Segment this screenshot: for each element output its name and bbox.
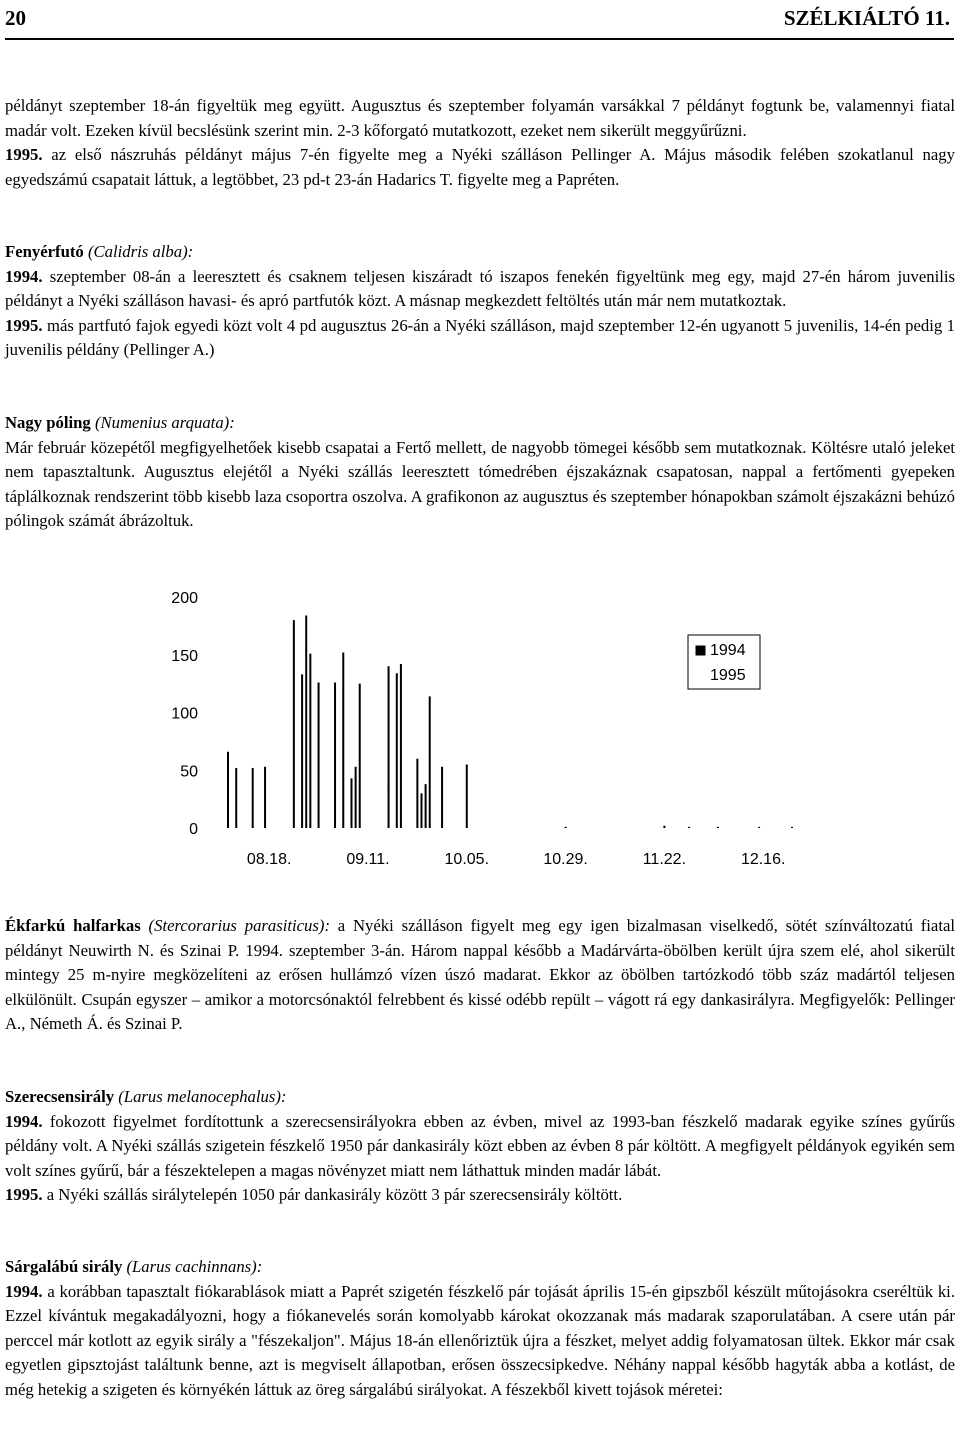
journal-title: SZÉLKIÁLTÓ 11. xyxy=(783,6,950,30)
yellow-legged-gull-1994-text: a korábban tapasztalt fiókarablások miatt a Paprét szigetén fészkelő pár tojását április 15-én gipszből készült műtojásokra cseréltük ki. Ezzel kívántuk megakadályozni, hogy a fiókanevelés során komolyabb károkat okozzanak más madarak szaporulatában. A csere után pár perccel már kotlott az egyik sirály a "fészekaljon". Május 18-án ellenőriztük újra a fészket, melyet addig folyamatosan ültek. Ekkor már csak egyetlen gipsztojást találtunk benne, azt is megviselt állapotban, erősen összecsipkedve. Néhány nappal később hagyták abba a kotlást, de még hetekig a szigeten és környékén láttuk az öreg sárgalábú sirályokat. A fészekből kivett tojások méretei: xyxy=(5,1281,955,1399)
year-label: 1994. xyxy=(5,1111,43,1131)
page-header xyxy=(0,0,960,44)
curlew-paragraph xyxy=(5,436,955,534)
y-tick-label: 0 xyxy=(189,821,198,838)
species-heading xyxy=(5,411,955,436)
species-name: Nagy póling xyxy=(5,413,91,432)
species-name: Fenyérfutó xyxy=(5,242,84,261)
mediterranean-gull-section xyxy=(5,1085,955,1208)
page-number: 20 xyxy=(5,6,26,30)
mediterranean-gull-1995-paragraph xyxy=(5,1183,955,1208)
species-heading xyxy=(5,1255,955,1280)
skua-section xyxy=(5,914,955,1037)
y-tick-label: 100 xyxy=(171,705,198,723)
species-name: Szerecsensirály xyxy=(5,1087,115,1106)
turnstone-1995-text: az első nászruhás példányt május 7-én figyelte meg a Nyéki szálláson Pellinger A. Május második felében szokatlanul nagy egyedszámú csapatait láttuk, a legtöbbet, 23 pd-t 23-án Hadarics T. figyelte meg a Papréten. xyxy=(5,145,955,189)
sanderling-1994-text: szeptember 08-án a leeresztett és csaknem teljesen kiszáradt tó iszapos fenekén figyeltünk meg egy, majd 27-én három juvenilis példányt a Nyéki szálláson havasi- és apró partfutók közt. A másnap megkezdett feltöltés után már nem mutatkoztak. xyxy=(5,266,955,310)
year-label: 1995. xyxy=(5,315,43,335)
species-heading xyxy=(5,240,955,265)
x-tick-label: 10.05. xyxy=(444,851,490,868)
x-tick-label: 10.29. xyxy=(543,851,588,868)
species-latin: (Numenius arquata): xyxy=(90,413,235,432)
x-tick-label: 12.16. xyxy=(740,851,786,868)
species-latin: (Larus melanocephalus): xyxy=(114,1087,287,1106)
yellow-legged-gull-1994-paragraph xyxy=(5,1280,955,1403)
year-label: 1994. xyxy=(5,266,43,286)
header-rule xyxy=(5,38,954,40)
year-label: 1994. xyxy=(5,1281,43,1301)
sanderling-1995-paragraph xyxy=(5,314,955,363)
turnstone-paragraph xyxy=(5,94,955,143)
mediterranean-gull-1995-text: a Nyéki szállás sirálytelepén 1050 pár dankasirály között 3 pár szerecsensirály költött. xyxy=(42,1185,623,1204)
year-label: 1995. xyxy=(5,145,43,164)
yellow-legged-gull-section xyxy=(5,1255,955,1402)
legend-label-1995: 1995 xyxy=(710,667,746,684)
mediterranean-gull-1994-text: fokozott figyelmet fordítottunk a szerecsensirályokra ebben az évben, mivel az 1993-ban fészkelő madarak egyike színes gyűrűs példány volt. A Nyéki szállás szigetein fészkelő 1950 pár dankasirály közt ebben az évben 8 pár költött. A megfigyelt példányok egyikén sem volt színes gyűrű, bár a fészektelepen a magas növényzet miatt nem láthattuk minden madár lábát. xyxy=(5,1111,955,1180)
turnstone-text: példányt szeptember 18-án figyeltük meg együtt. Augusztus és szeptember folyamán varsákkal 7 példányt fogtunk be, valamennyi fiatal madár volt. Ezeken kívül becslésünk szerint min. 2-3 kőforgató mutatkozott, ezeket nem sikerült meggyűrűzni. xyxy=(5,96,955,140)
y-tick-label: 150 xyxy=(171,647,198,665)
turnstone-1995-paragraph xyxy=(5,143,955,192)
species-latin: (Larus cachinnans): xyxy=(122,1257,263,1276)
curlew-text: Már február közepétől megfigyelhetőek kisebb csapatai a Fertő mellett, de nagyobb tömegei később sem mutatkoznak. Költésre utaló jeleket nem tapasztaltunk. Augusztus elejétől a Nyéki szállás leeresztett tómedrében éjszakáznak csapatosan, nappal a fertőmenti gyepeken táplálkoznak rendszerint több kisebb laza csoportra oszolva. A grafikonon az augusztus és szeptember hónapokban számolt éjszakázni behúzó pólingok számát ábrázoltuk. xyxy=(5,437,955,530)
turnstone-section xyxy=(5,94,955,192)
species-heading xyxy=(5,1085,955,1110)
sanderling-section xyxy=(5,240,955,363)
skua-text: a Nyéki szálláson figyelt meg egy igen bizalmasan viselkedő, sötét színváltozatú fiatal példányt Neuwirth N. és Szinai P. 1994. szeptember 3-án. Három nappal később a Madárvárta-öbölben került újra szem elé, ahol sikerült mintegy 25 m-nyire megközelíteni az erősen hullámzó vízen úszó madarat. Ekkor az öbölben tartózkodó több száz madártól teljesen elkülönült. Csupán egyszer – amikor a motorcsónaktól felrebbent és kissé odébb repült – vágott rá egy dankasirályra. Megfigyelők: Pellinger A., Németh Á. és Szinai P. xyxy=(5,916,956,1033)
mediterranean-gull-1994-paragraph xyxy=(5,1110,955,1184)
curlew-count-chart xyxy=(0,560,960,890)
species-name: Sárgalábú sirály xyxy=(5,1257,123,1276)
y-tick-label: 200 xyxy=(171,590,198,607)
skua-paragraph xyxy=(5,914,955,1037)
sanderling-1994-paragraph xyxy=(5,265,955,314)
legend-label-1994: 1994 xyxy=(710,642,746,659)
species-latin: (Stercorarius parasiticus): xyxy=(140,916,331,935)
sanderling-1995-text: más partfutó fajok egyedi közt volt 4 pd augusztus 26-án a Nyéki szálláson, majd szeptember 12-én ugyanott 5 juvenilis, 14-én pedig 1 juvenilis példány (Pellinger A.) xyxy=(5,315,955,359)
x-tick-label: 11.22. xyxy=(642,851,687,868)
y-tick-label: 50 xyxy=(180,763,198,781)
legend-swatch-1995 xyxy=(696,671,705,680)
species-name: Ékfarkú halfarkas xyxy=(5,916,141,935)
x-tick-label: 09.11. xyxy=(346,851,390,868)
x-tick-label: 08.18. xyxy=(246,851,292,868)
curlew-section xyxy=(5,411,955,534)
year-label: 1995. xyxy=(5,1185,43,1204)
species-latin: (Calidris alba): xyxy=(83,242,194,261)
legend-swatch-1994 xyxy=(696,646,705,655)
